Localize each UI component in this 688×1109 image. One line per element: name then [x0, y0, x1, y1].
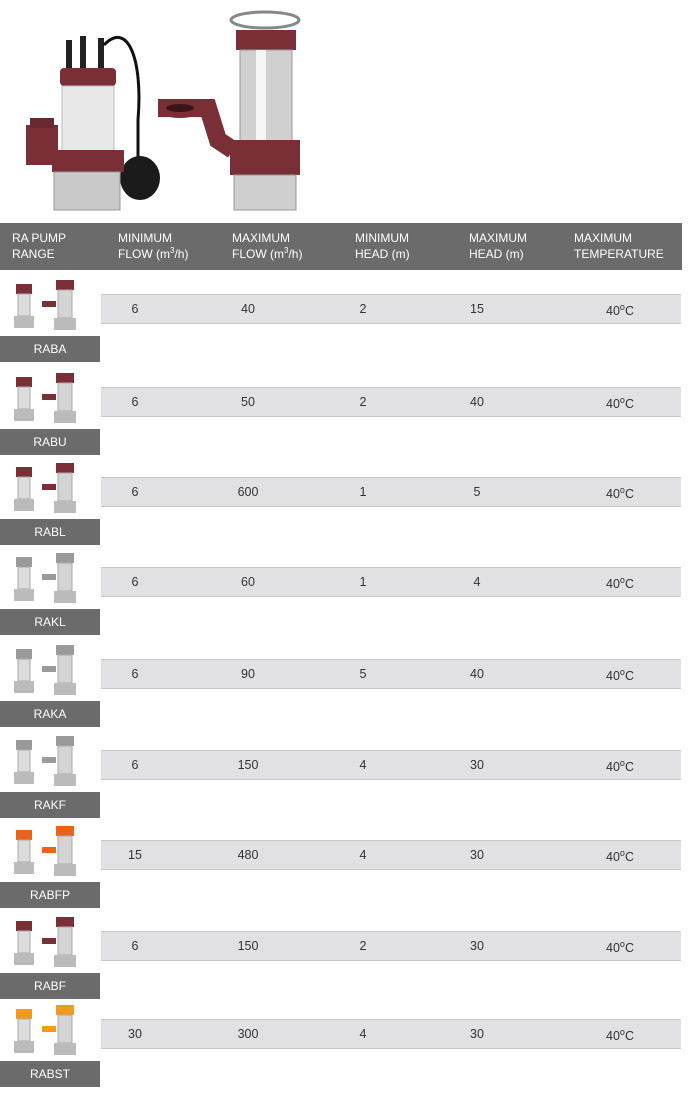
header-max-temp: MAXIMUM TEMPERATURE [574, 231, 664, 261]
min-flow-value: 6 [131, 758, 139, 772]
max-flow-value: 90 [241, 667, 255, 681]
max-temp-value: 40$^o$C [606, 667, 634, 684]
min-head-value: 4 [359, 1027, 367, 1041]
min-head-value: 2 [359, 939, 367, 953]
pump-thumbnail [4, 999, 94, 1061]
min-flow-value: 15 [128, 848, 142, 862]
min-head-value: 4 [359, 848, 367, 862]
pump-thumbnail [4, 547, 94, 609]
pump-thumbnail [4, 274, 94, 336]
header-min-head: MINIMUM HEAD (m) [355, 231, 410, 261]
max-head-value: 30 [470, 848, 484, 862]
min-flow-value: 30 [128, 1027, 142, 1041]
model-label: RAKF [0, 792, 100, 818]
max-head-value: 4 [473, 575, 481, 589]
max-temp-value: 40$^o$C [606, 575, 634, 592]
model-label: RAKA [0, 701, 100, 727]
max-temp-value: 40$^o$C [606, 302, 634, 319]
table-row [0, 455, 682, 545]
max-flow-value: 150 [237, 758, 259, 772]
min-flow-value: 6 [131, 395, 139, 409]
data-bar [101, 477, 681, 507]
max-flow-value: 40 [241, 302, 255, 316]
pump-thumbnail [4, 730, 94, 792]
header-min-flow: MINIMUM FLOW $(m^3/h)$ [118, 231, 189, 261]
pump-thumbnail [4, 367, 94, 429]
min-head-value: 4 [359, 758, 367, 772]
max-flow-value: 600 [237, 485, 259, 499]
max-flow-value: 50 [241, 395, 255, 409]
table-row [0, 272, 682, 362]
max-head-value: 15 [470, 302, 484, 316]
data-bar [101, 567, 681, 597]
data-bar [101, 931, 681, 961]
max-temp-value: 40$^o$C [606, 758, 634, 775]
table-header [0, 223, 682, 270]
model-label: RABA [0, 336, 100, 362]
max-flow-value: 300 [237, 1027, 259, 1041]
max-flow-value: 150 [237, 939, 259, 953]
model-label: RABF [0, 973, 100, 999]
pump-thumbnail [4, 457, 94, 519]
table-row [0, 365, 682, 455]
data-bar [101, 750, 681, 780]
max-head-value: 30 [470, 939, 484, 953]
max-flow-value: 480 [237, 848, 259, 862]
max-temp-value: 40$^o$C [606, 395, 634, 412]
max-head-value: 30 [470, 1027, 484, 1041]
hero-pump-image [8, 0, 308, 222]
model-label: RAKL [0, 609, 100, 635]
table-row [0, 728, 682, 818]
data-bar [101, 659, 681, 689]
max-flow-value: 60 [241, 575, 255, 589]
pump-thumbnail [4, 820, 94, 882]
data-bar [101, 387, 681, 417]
data-bar [101, 294, 681, 324]
table-row [0, 997, 682, 1087]
header-max-head: MAXIMUM HEAD (m) [469, 231, 527, 261]
min-flow-value: 6 [131, 667, 139, 681]
min-head-value: 2 [359, 302, 367, 316]
table-row [0, 818, 682, 908]
min-head-value: 1 [359, 575, 367, 589]
data-bar [101, 840, 681, 870]
min-flow-value: 6 [131, 485, 139, 499]
header-range: RA PUMP RANGE [12, 231, 67, 261]
max-head-value: 40 [470, 395, 484, 409]
min-head-value: 1 [359, 485, 367, 499]
min-flow-value: 6 [131, 939, 139, 953]
model-label: RABL [0, 519, 100, 545]
min-head-value: 2 [359, 395, 367, 409]
max-head-value: 30 [470, 758, 484, 772]
table-row [0, 637, 682, 727]
table-row [0, 909, 682, 999]
data-bar [101, 1019, 681, 1049]
model-label: RABU [0, 429, 100, 455]
min-flow-value: 6 [131, 575, 139, 589]
model-label: RABST [0, 1061, 100, 1087]
max-temp-value: 40$^o$C [606, 485, 634, 502]
table-row [0, 545, 682, 635]
model-label: RABFP [0, 882, 100, 908]
header-max-flow: MAXIMUM FLOW $(m^3/h)$ [232, 231, 303, 261]
max-temp-value: 40$^o$C [606, 939, 634, 956]
pump-thumbnail [4, 639, 94, 701]
pump-thumbnail [4, 911, 94, 973]
min-flow-value: 6 [131, 302, 139, 316]
max-head-value: 40 [470, 667, 484, 681]
max-head-value: 5 [473, 485, 481, 499]
max-temp-value: 40$^o$C [606, 1027, 634, 1044]
min-head-value: 5 [359, 667, 367, 681]
max-temp-value: 40$^o$C [606, 848, 634, 865]
